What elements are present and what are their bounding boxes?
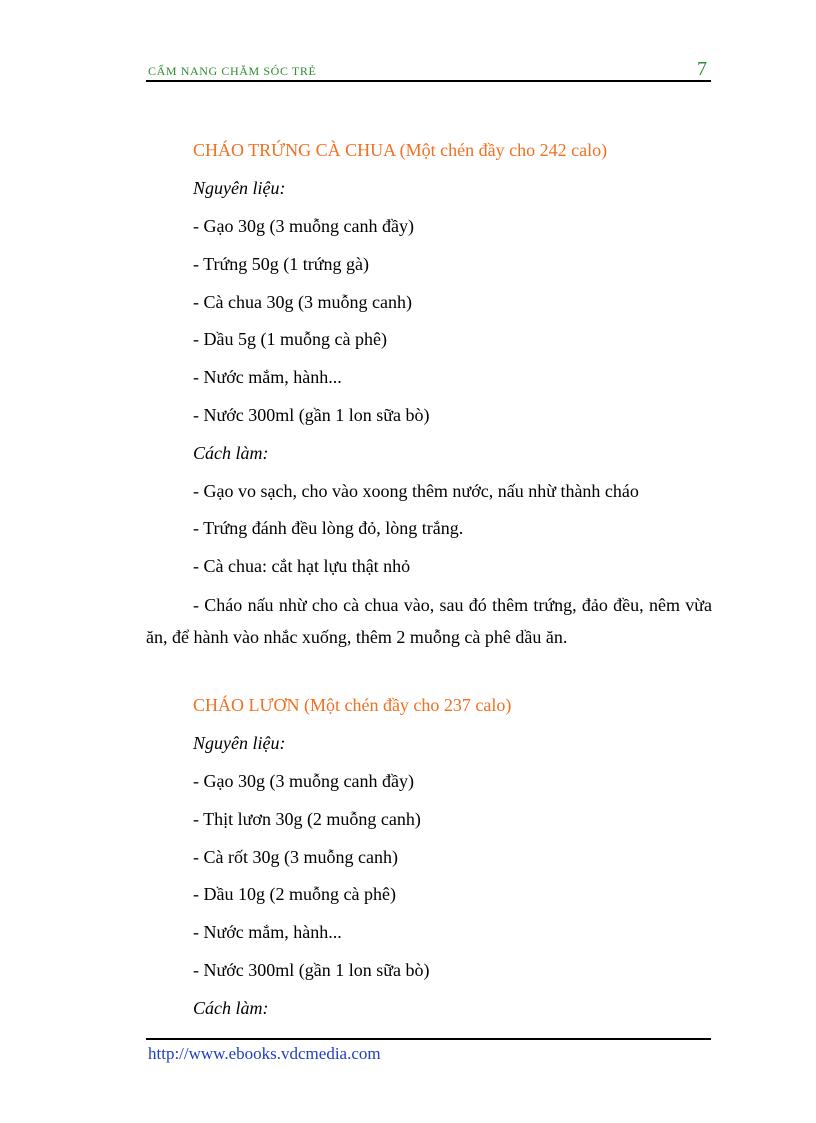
- method-label: Cách làm:: [193, 998, 269, 1018]
- ingredient-item: - Nước mắm, hành...: [193, 367, 342, 387]
- ingredient-item: - Nước 300ml (gần 1 lon sữa bò): [193, 405, 430, 425]
- ingredient-item: - Nước 300ml (gần 1 lon sữa bò): [193, 960, 430, 980]
- ingredient-item: - Cà chua 30g (3 muỗng canh): [193, 292, 412, 312]
- footer-link[interactable]: http://www.ebooks.vdcmedia.com: [148, 1044, 381, 1063]
- ingredients-label: Nguyên liệu:: [193, 733, 286, 753]
- recipe-heading: CHÁO LƯƠN (Một chén đầy cho 237 calo): [193, 695, 512, 715]
- method-step-final: - Cháo nấu nhừ cho cà chua vào, sau đó thêm trứng, đảo đều, nêm vừa ăn, để hành vào nhắc xuống, thêm 2 muỗng cà phê dầu ăn.: [146, 595, 712, 647]
- ingredient-item: - Gạo 30g (3 muỗng canh đầy): [193, 216, 414, 236]
- method-step: - Trứng đánh đều lòng đỏ, lòng trắng.: [193, 518, 464, 538]
- ingredient-item: - Nước mắm, hành...: [193, 922, 342, 942]
- ingredient-item: - Trứng 50g (1 trứng gà): [193, 254, 370, 274]
- method-step: - Cà chua: cắt hạt lựu thật nhỏ: [193, 556, 411, 576]
- ingredient-item: - Gạo 30g (3 muỗng canh đầy): [193, 771, 414, 791]
- ingredient-item: - Cà rốt 30g (3 muỗng canh): [193, 847, 398, 867]
- method-label: Cách làm:: [193, 443, 269, 463]
- footer-divider: [146, 1038, 711, 1040]
- book-title: CẨM NANG CHĂM SÓC TRẺ: [148, 64, 317, 78]
- page-number: 7: [697, 58, 707, 80]
- header-divider: [146, 80, 711, 82]
- ingredient-item: - Thịt lươn 30g (2 muỗng canh): [193, 809, 421, 829]
- ingredients-label: Nguyên liệu:: [193, 178, 286, 198]
- recipe-heading: CHÁO TRỨNG CÀ CHUA (Một chén đầy cho 242 calo): [193, 140, 608, 160]
- ingredient-item: - Dầu 10g (2 muỗng cà phê): [193, 884, 396, 904]
- method-step: - Gạo vo sạch, cho vào xoong thêm nước, nấu nhừ thành cháo: [193, 481, 639, 501]
- ingredient-item: - Dầu 5g (1 muỗng cà phê): [193, 329, 387, 349]
